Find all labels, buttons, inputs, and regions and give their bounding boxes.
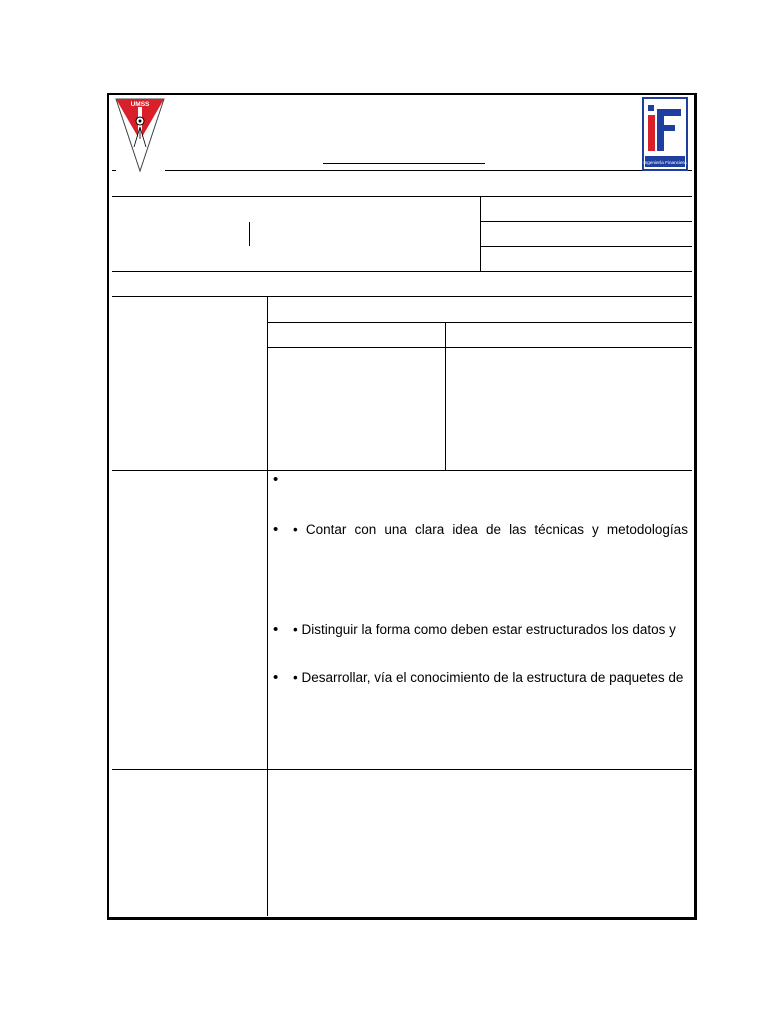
objective-item-2-word: y: [592, 522, 599, 537]
header-rule-tick: [112, 170, 116, 171]
objective-item-2-word: con: [354, 522, 377, 537]
bullet-icon: •: [273, 522, 279, 538]
info-short-mark: [249, 222, 250, 246]
row-divider-3: [112, 296, 692, 297]
info-column-divider: [480, 196, 481, 272]
objective-item-2-word: clara: [414, 522, 445, 537]
objective-item-3-text: • Distinguir la forma como deben estar estructurados los datos y: [293, 622, 676, 637]
if-logo: [642, 97, 688, 171]
objective-item-2-word: técnicas: [534, 522, 584, 537]
header-rule-left: [165, 170, 642, 171]
info-subrow-2: [480, 246, 692, 247]
row-divider-2: [112, 271, 692, 272]
objective-item-4-text: • Desarrollar, vía el conocimiento de la estructura de paquetes de: [293, 670, 684, 685]
if-logo-caption: Ingeniería Financiera: [643, 160, 687, 165]
bullet-icon: •: [273, 670, 279, 686]
objective-item-2-word: metodologías: [606, 522, 688, 537]
objective-item-2-word: de: [485, 522, 501, 537]
objective-item-2-word: una: [384, 522, 407, 537]
subtable-column-divider: [445, 322, 446, 470]
umss-logo-text: UMSS: [130, 101, 150, 108]
objective-item-2: [273, 522, 688, 538]
section-divider-last: [112, 769, 692, 770]
document-frame: [107, 93, 697, 920]
bullet-icon: •: [273, 472, 279, 488]
objective-item-2-word: idea: [452, 522, 478, 537]
header-rule-right: [688, 170, 692, 171]
subtable-row-2: [267, 347, 692, 348]
objective-item-2-text: [293, 522, 688, 538]
objective-item-3: [273, 622, 688, 638]
subtable-row-1: [267, 322, 692, 323]
info-subrow-1: [480, 221, 692, 222]
row-divider-1: [112, 196, 692, 197]
objective-item-2-word: las: [509, 522, 527, 537]
umss-logo: [114, 97, 166, 173]
objective-item-2-word: •: [293, 522, 298, 537]
section-divider-objectives: [112, 470, 692, 471]
label-column-divider: [267, 296, 268, 916]
objective-item-1: [273, 472, 688, 488]
objective-item-2-word: Contar: [305, 522, 347, 537]
header-title-underline: [323, 163, 485, 164]
objective-item-4: [273, 670, 688, 686]
bullet-icon: •: [273, 622, 279, 638]
